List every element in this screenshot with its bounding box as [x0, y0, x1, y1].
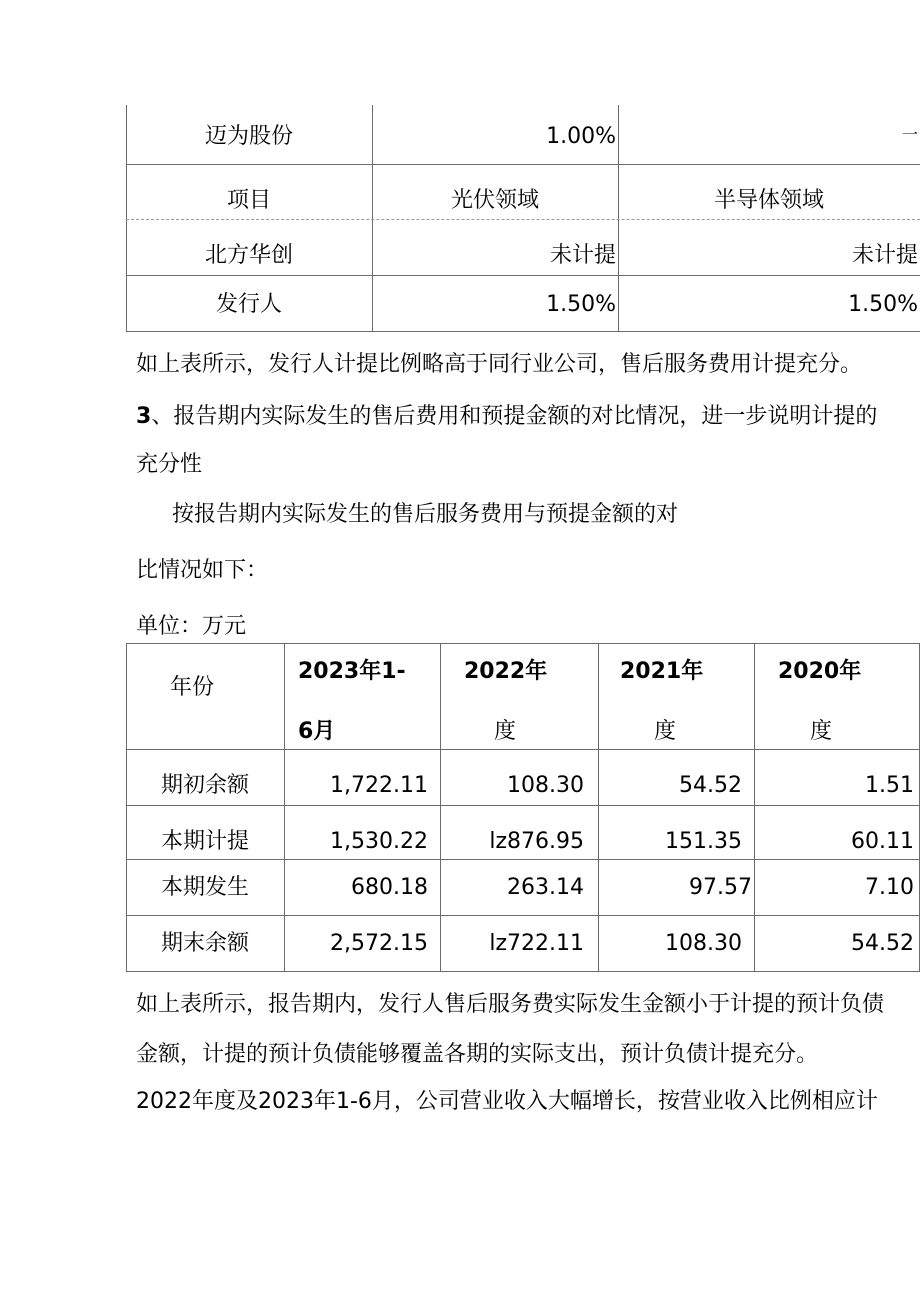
table-border: [126, 805, 920, 806]
paragraph: 如上表所示，发行人计提比例略高于同行业公司，售后服务费用计提充分。: [136, 352, 863, 377]
header-cell: 6月: [298, 719, 336, 744]
row-label: 期末余额: [160, 931, 249, 956]
section-heading: [136, 402, 877, 432]
table-cell: 54.52: [851, 931, 914, 956]
table-cell: lz722.11: [489, 931, 584, 956]
row-label: 本期计提: [160, 829, 249, 854]
heading-number: 3: [136, 404, 152, 429]
paragraph: 如上表所示，报告期内，发行人售后服务费实际发生金额小于计提的预计负债: [136, 992, 885, 1017]
table-cell: 108.30: [665, 931, 742, 956]
table-border: [284, 643, 285, 972]
paragraph: 按报告期内实际发生的售后服务费用与预提金额的对: [172, 502, 679, 527]
table-cell: 1.50%: [848, 292, 918, 317]
header-cell: 年份: [170, 675, 215, 700]
table-cell: lz876.95: [489, 829, 584, 854]
table-border: [126, 331, 920, 332]
table-cell: 迈为股份: [204, 124, 293, 149]
table-cell: 1.50%: [546, 292, 616, 317]
table-border: [126, 643, 920, 644]
table-cell: 680.18: [351, 875, 428, 900]
table-border: [126, 859, 920, 860]
header-cell: 2023年1-: [298, 659, 406, 684]
table-cell: 1.51: [865, 773, 914, 798]
table-cell: 7.10: [865, 875, 914, 900]
header-cell: 2020年: [778, 659, 862, 684]
table-cell: 项目: [226, 188, 271, 213]
table-cell: 108.30: [507, 773, 584, 798]
table-cell: 151.35: [665, 829, 742, 854]
table-cell: 2,572.15: [330, 931, 428, 956]
header-cell: 2021年: [620, 659, 704, 684]
header-cell: 2022年: [464, 659, 548, 684]
table-border: [126, 749, 920, 750]
table-cell: 1.00%: [546, 124, 616, 149]
paragraph: 2022年度及2023年1-6月，公司营业收入大幅增长，按营业收入比例相应计: [136, 1089, 878, 1114]
table-border: [754, 643, 755, 972]
header-cell: 度: [810, 719, 833, 744]
table-cell: 未计提: [549, 243, 616, 268]
table-cell: 263.14: [507, 875, 584, 900]
header-cell: 度: [494, 719, 517, 744]
comparison-table: [126, 105, 920, 332]
header-cell: 度: [654, 719, 677, 744]
reserve-table: [126, 643, 920, 972]
table-border: [126, 915, 920, 916]
table-cell: 光伏领域: [450, 188, 539, 213]
table-border: [126, 164, 920, 165]
table-cell: 发行人: [215, 292, 282, 317]
table-cell: 未计提: [851, 243, 918, 268]
table-border: [440, 643, 441, 972]
table-cell: 北方华创: [204, 243, 293, 268]
table-border: [126, 643, 127, 972]
heading-text: 、报告期内实际发生的售后费用和预提金额的对比情况，进一步说明计提的: [151, 404, 878, 429]
table-border: [126, 971, 920, 972]
table-cell: 97.57: [689, 875, 752, 900]
table-cell: 60.11: [851, 829, 914, 854]
table-cell: 1,722.11: [330, 773, 428, 798]
table-cell: 一: [901, 125, 918, 144]
row-label: 本期发生: [160, 875, 249, 900]
table-cell: 半导体领域: [713, 188, 824, 213]
table-cell: 1,530.22: [330, 829, 428, 854]
section-heading-cont: 充分性: [136, 452, 203, 477]
table-border: [598, 643, 599, 972]
table-cell: 54.52: [679, 773, 742, 798]
row-label: 期初余额: [160, 773, 249, 798]
paragraph-cont: 金额，计提的预计负债能够覆盖各期的实际支出，预计负债计提充分。: [136, 1042, 819, 1067]
unit-label: 单位：万元: [136, 614, 247, 639]
paragraph-cont: 比情况如下：: [136, 558, 269, 583]
